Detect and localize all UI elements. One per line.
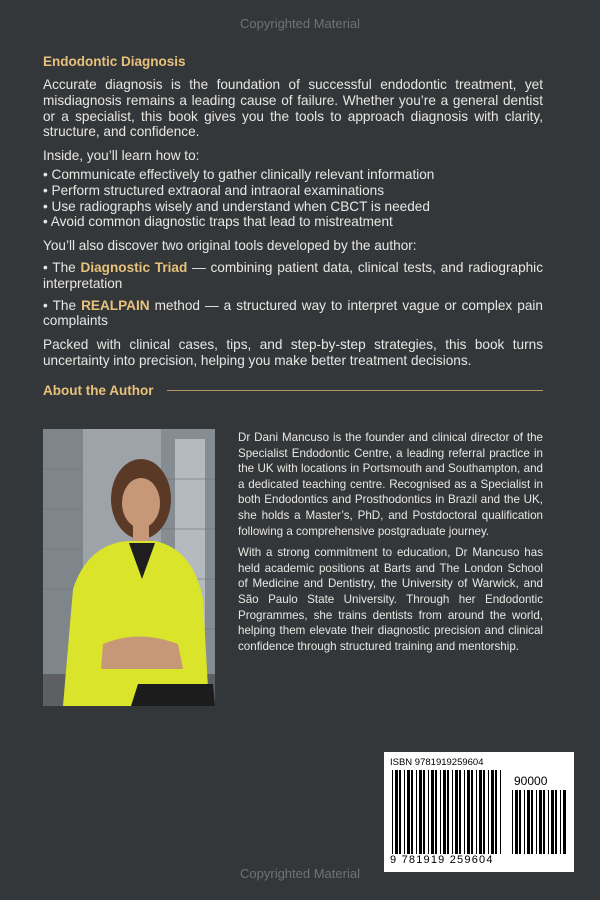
barcode-bar	[443, 770, 446, 854]
tool-description: method — a structured way to interpret vague or complex pain complaints	[43, 297, 543, 329]
barcode-bar	[404, 770, 405, 854]
isbn-barcode	[384, 752, 574, 872]
isbn-digits: 9 781919 259604	[390, 854, 494, 866]
barcode-bar	[531, 790, 533, 854]
barcode-bar	[431, 770, 434, 854]
barcode-bar	[455, 770, 458, 854]
barcode-bar	[543, 790, 545, 854]
barcode-bars	[392, 770, 504, 854]
barcode-bar	[452, 770, 453, 854]
closing-paragraph: Packed with clinical cases, tips, and step-by-step strategies, this book turns uncertainty into precision, helping you make better treatment decisions.	[43, 337, 543, 368]
divider-rule	[167, 390, 543, 391]
barcode-bar	[512, 790, 513, 854]
tool-name: Diagnostic Triad	[80, 259, 188, 275]
tool-realpain	[43, 298, 543, 330]
watermark-top: Copyrighted Material	[240, 16, 360, 31]
barcode-bar	[560, 790, 561, 854]
barcode-addon-bars	[512, 790, 568, 854]
author-portrait-illustration	[43, 429, 215, 706]
barcode-bar	[476, 770, 477, 854]
barcode-bar	[539, 790, 542, 854]
list-item: • Use radiographs wisely and understand when CBCT is needed	[43, 199, 543, 215]
barcode-bar	[459, 770, 461, 854]
barcode-bar	[467, 770, 470, 854]
barcode-bar	[440, 770, 441, 854]
barcode-bar	[416, 770, 417, 854]
tool-diagnostic-triad	[43, 260, 543, 292]
list-item: • Communicate effectively to gather clinically relevant information	[43, 167, 543, 183]
barcode-bar	[435, 770, 437, 854]
tool-prefix: • The	[43, 297, 82, 313]
barcode-bar	[555, 790, 557, 854]
learning-list	[43, 167, 543, 230]
barcode-bar	[536, 790, 537, 854]
tools-intro: You’ll also discover two original tools developed by the author:	[43, 238, 417, 254]
author-bio	[238, 430, 543, 654]
bio-paragraph: With a strong commitment to education, Dr Mancuso has held academic positions at Barts and The London School of Medicine and Dentistry, the University of Warwick, and São Paulo State University. Through her Endodontic Programmes, she trains dentists from around the world, helping them elevate their diagnostic precision and clinical confidence through structured training and mentorship.	[238, 546, 543, 653]
price-code: 90000	[514, 774, 548, 788]
barcode-bar	[479, 770, 482, 854]
barcode-bar	[407, 770, 410, 854]
barcode-bar	[563, 790, 566, 854]
tool-name: REALPAIN	[81, 297, 150, 313]
list-item: • Perform structured extraoral and intraoral examinations	[43, 183, 543, 199]
barcode-bar	[548, 790, 549, 854]
tool-prefix: • The	[43, 259, 81, 275]
barcode-bar	[500, 770, 501, 854]
about-header	[43, 383, 543, 398]
barcode-bar	[491, 770, 494, 854]
barcode-bar	[423, 770, 425, 854]
barcode-bar	[428, 770, 429, 854]
barcode-bar	[495, 770, 497, 854]
list-item: • Avoid common diagnostic traps that lead to mistreatment	[43, 214, 543, 230]
intro-paragraph: Accurate diagnosis is the foundation of successful endodontic treatment, yet misdiagnosis remains a leading cause of failure. Whether you’re a general dentist or a specialist, this book gives you the tools to approach diagnosis with clarity, structure, and confidence.	[43, 77, 543, 140]
barcode-bar	[524, 790, 525, 854]
barcode-bar	[483, 770, 485, 854]
barcode-bar	[411, 770, 413, 854]
barcode-bar	[471, 770, 473, 854]
description-heading: Endodontic Diagnosis	[43, 54, 186, 69]
isbn-label: ISBN 9781919259604	[390, 757, 484, 768]
learn-intro: Inside, you’ll learn how to:	[43, 148, 200, 164]
barcode-bar	[519, 790, 521, 854]
barcode-bar	[551, 790, 554, 854]
tool-description: — combining patient data, clinical tests, and radiographic interpretation	[43, 259, 544, 291]
barcode-bar	[392, 770, 393, 854]
barcode-bar	[399, 770, 401, 854]
barcode-bar	[527, 790, 530, 854]
barcode-bar	[419, 770, 422, 854]
barcode-bar	[395, 770, 398, 854]
about-heading: About the Author	[43, 382, 154, 398]
barcode-bar	[464, 770, 465, 854]
watermark-bottom: Copyrighted Material	[240, 866, 360, 881]
author-photo	[43, 429, 215, 706]
bio-paragraph: Dr Dani Mancuso is the founder and clinical director of the Specialist Endodontic Centre, a leading referral practice in the UK with locations in Portsmouth and Southampton, and a dedicated teaching centre. Recognised as a Specialist in both Endodontics and Prosthodontics in Brazil and the UK, she holds a Master’s, PhD, and Postdoctoral qualification following a comprehensive postgraduate journey.	[238, 431, 543, 538]
book-description	[43, 54, 543, 398]
barcode-bar	[515, 790, 518, 854]
barcode-bar	[488, 770, 489, 854]
barcode-bar	[447, 770, 449, 854]
